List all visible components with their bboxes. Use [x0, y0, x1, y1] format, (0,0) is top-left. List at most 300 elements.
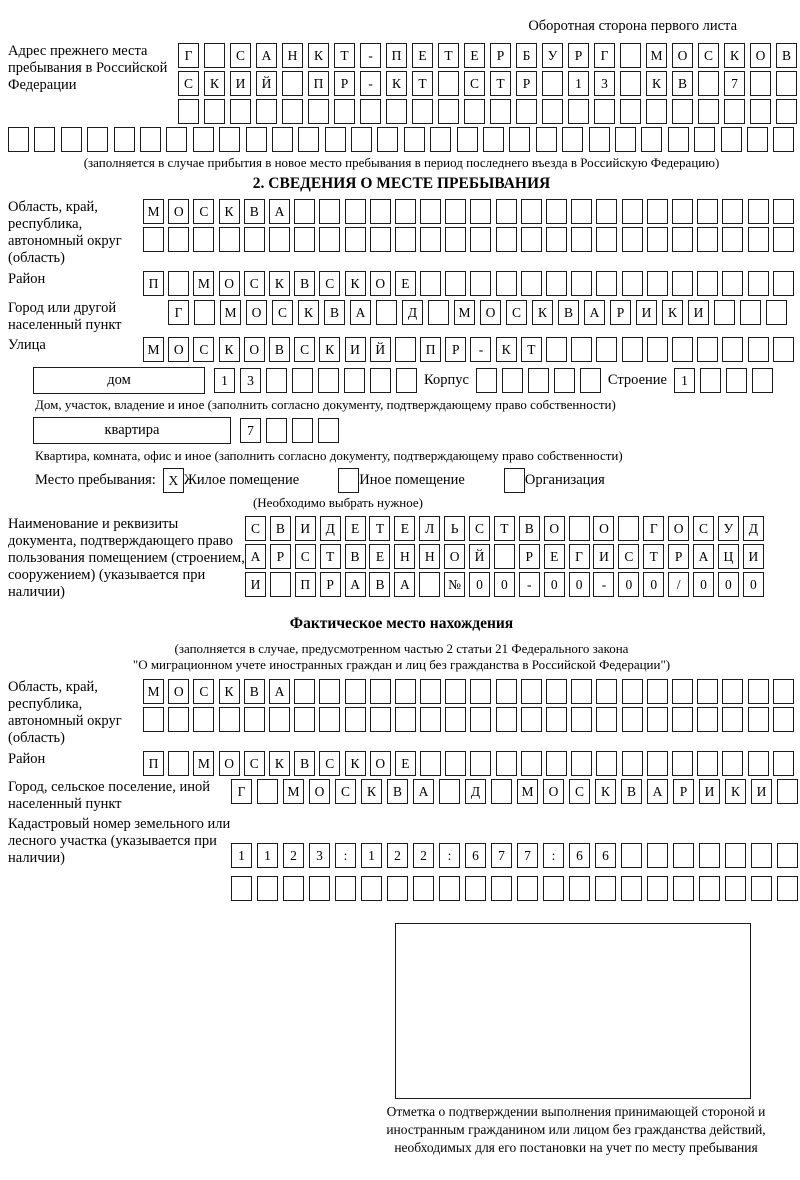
char-box[interactable]: [725, 843, 746, 868]
char-box[interactable]: [528, 368, 549, 393]
char-box[interactable]: Н: [394, 544, 415, 569]
char-box[interactable]: С: [295, 544, 316, 569]
char-box[interactable]: [230, 99, 251, 124]
char-box[interactable]: [219, 707, 240, 732]
char-box[interactable]: С: [193, 199, 214, 224]
char-box[interactable]: Н: [419, 544, 440, 569]
char-box[interactable]: Г: [643, 516, 664, 541]
char-box[interactable]: П: [420, 337, 441, 362]
char-box[interactable]: [596, 199, 617, 224]
char-box[interactable]: [345, 199, 366, 224]
char-box[interactable]: Л: [419, 516, 440, 541]
char-box[interactable]: [496, 679, 517, 704]
char-box[interactable]: [412, 99, 433, 124]
char-box[interactable]: -: [360, 43, 381, 68]
char-box[interactable]: [647, 271, 668, 296]
char-box[interactable]: [546, 227, 567, 252]
char-box[interactable]: 6: [465, 843, 486, 868]
char-box[interactable]: А: [269, 199, 290, 224]
char-box[interactable]: [542, 99, 563, 124]
char-box[interactable]: [750, 71, 771, 96]
char-box[interactable]: [193, 707, 214, 732]
char-box[interactable]: [641, 127, 662, 152]
char-box[interactable]: Г: [231, 779, 252, 804]
char-box[interactable]: [292, 368, 313, 393]
char-box[interactable]: В: [294, 751, 315, 776]
char-box[interactable]: №: [444, 572, 465, 597]
char-box[interactable]: К: [496, 337, 517, 362]
char-box[interactable]: [697, 271, 718, 296]
char-box[interactable]: С: [464, 71, 485, 96]
char-box[interactable]: [204, 99, 225, 124]
char-box[interactable]: [748, 227, 769, 252]
char-box[interactable]: [594, 99, 615, 124]
char-box[interactable]: [622, 337, 643, 362]
char-box[interactable]: Г: [178, 43, 199, 68]
char-box[interactable]: О: [219, 271, 240, 296]
char-box[interactable]: [504, 468, 525, 493]
char-box[interactable]: Т: [334, 43, 355, 68]
char-box[interactable]: С: [244, 271, 265, 296]
char-box[interactable]: [622, 271, 643, 296]
char-box[interactable]: С: [294, 337, 315, 362]
char-box[interactable]: Р: [516, 71, 537, 96]
char-box[interactable]: [751, 876, 772, 901]
char-box[interactable]: [335, 876, 356, 901]
char-box[interactable]: [673, 876, 694, 901]
char-box[interactable]: И: [688, 300, 709, 325]
char-box[interactable]: О: [544, 516, 565, 541]
char-box[interactable]: [430, 127, 451, 152]
char-box[interactable]: У: [718, 516, 739, 541]
char-box[interactable]: В: [269, 337, 290, 362]
char-box[interactable]: В: [776, 43, 797, 68]
char-box[interactable]: О: [480, 300, 501, 325]
char-box[interactable]: Б: [516, 43, 537, 68]
char-box[interactable]: [748, 337, 769, 362]
char-box[interactable]: [294, 199, 315, 224]
char-box[interactable]: [439, 876, 460, 901]
char-box[interactable]: [457, 127, 478, 152]
char-box[interactable]: П: [143, 751, 164, 776]
char-box[interactable]: [776, 99, 797, 124]
char-box[interactable]: С: [193, 337, 214, 362]
char-box[interactable]: [673, 843, 694, 868]
char-box[interactable]: Д: [402, 300, 423, 325]
char-box[interactable]: [562, 127, 583, 152]
char-box[interactable]: [445, 227, 466, 252]
char-box[interactable]: [694, 127, 715, 152]
char-box[interactable]: [722, 337, 743, 362]
char-box[interactable]: [318, 418, 339, 443]
char-box[interactable]: И: [295, 516, 316, 541]
char-box[interactable]: [61, 127, 82, 152]
char-box[interactable]: [445, 199, 466, 224]
char-box[interactable]: [722, 227, 743, 252]
char-box[interactable]: [569, 876, 590, 901]
char-box[interactable]: [272, 127, 293, 152]
char-box[interactable]: 7: [240, 418, 261, 443]
char-box[interactable]: [647, 751, 668, 776]
char-box[interactable]: [672, 751, 693, 776]
char-box[interactable]: О: [246, 300, 267, 325]
char-box[interactable]: [244, 227, 265, 252]
char-box[interactable]: [502, 368, 523, 393]
char-box[interactable]: Д: [465, 779, 486, 804]
char-box[interactable]: Т: [494, 516, 515, 541]
char-box[interactable]: [521, 199, 542, 224]
char-box[interactable]: [777, 843, 798, 868]
char-box[interactable]: [168, 707, 189, 732]
char-box[interactable]: 6: [595, 843, 616, 868]
char-box[interactable]: [140, 127, 161, 152]
char-box[interactable]: Ц: [718, 544, 739, 569]
char-box[interactable]: А: [693, 544, 714, 569]
char-box[interactable]: [370, 227, 391, 252]
char-box[interactable]: [114, 127, 135, 152]
char-box[interactable]: Р: [445, 337, 466, 362]
char-box[interactable]: Р: [568, 43, 589, 68]
char-box[interactable]: [445, 707, 466, 732]
char-box[interactable]: [325, 127, 346, 152]
char-box[interactable]: Е: [412, 43, 433, 68]
char-box[interactable]: [395, 337, 416, 362]
char-box[interactable]: [143, 227, 164, 252]
char-box[interactable]: [193, 227, 214, 252]
char-box[interactable]: Ь: [444, 516, 465, 541]
char-box[interactable]: А: [394, 572, 415, 597]
char-box[interactable]: В: [345, 544, 366, 569]
char-box[interactable]: К: [269, 751, 290, 776]
char-box[interactable]: 1: [257, 843, 278, 868]
char-box[interactable]: [34, 127, 55, 152]
char-box[interactable]: К: [219, 679, 240, 704]
char-box[interactable]: С: [698, 43, 719, 68]
char-box[interactable]: [465, 876, 486, 901]
char-box[interactable]: С: [178, 71, 199, 96]
char-box[interactable]: [668, 127, 689, 152]
char-box[interactable]: [647, 679, 668, 704]
char-box[interactable]: Г: [168, 300, 189, 325]
char-box[interactable]: Н: [282, 43, 303, 68]
char-box[interactable]: [470, 751, 491, 776]
char-box[interactable]: 1: [361, 843, 382, 868]
char-box[interactable]: С: [618, 544, 639, 569]
char-box[interactable]: К: [386, 71, 407, 96]
char-box[interactable]: :: [335, 843, 356, 868]
char-box[interactable]: О: [370, 751, 391, 776]
char-box[interactable]: [439, 779, 460, 804]
char-box[interactable]: [773, 679, 794, 704]
char-box[interactable]: 1: [568, 71, 589, 96]
char-box[interactable]: [672, 337, 693, 362]
char-box[interactable]: А: [584, 300, 605, 325]
char-box[interactable]: [395, 707, 416, 732]
char-box[interactable]: [672, 199, 693, 224]
house-type-box[interactable]: дом: [33, 367, 205, 394]
char-box[interactable]: [571, 337, 592, 362]
char-box[interactable]: М: [143, 199, 164, 224]
char-box[interactable]: О: [543, 779, 564, 804]
char-box[interactable]: [589, 127, 610, 152]
char-box[interactable]: [438, 71, 459, 96]
char-box[interactable]: [395, 199, 416, 224]
char-box[interactable]: -: [470, 337, 491, 362]
char-box[interactable]: 1: [231, 843, 252, 868]
char-box[interactable]: [194, 300, 215, 325]
char-box[interactable]: [615, 127, 636, 152]
char-box[interactable]: [395, 679, 416, 704]
char-box[interactable]: Т: [643, 544, 664, 569]
char-box[interactable]: [309, 876, 330, 901]
char-box[interactable]: Й: [256, 71, 277, 96]
char-box[interactable]: [748, 751, 769, 776]
char-box[interactable]: К: [646, 71, 667, 96]
char-box[interactable]: [376, 300, 397, 325]
char-box[interactable]: [596, 337, 617, 362]
char-box[interactable]: [571, 707, 592, 732]
char-box[interactable]: [319, 707, 340, 732]
char-box[interactable]: [672, 679, 693, 704]
apartment-type-box[interactable]: квартира: [33, 417, 231, 444]
char-box[interactable]: В: [369, 572, 390, 597]
char-box[interactable]: П: [308, 71, 329, 96]
char-box[interactable]: А: [345, 572, 366, 597]
char-box[interactable]: [334, 99, 355, 124]
char-box[interactable]: [496, 751, 517, 776]
char-box[interactable]: [699, 843, 720, 868]
char-box[interactable]: [266, 418, 287, 443]
char-box[interactable]: П: [386, 43, 407, 68]
char-box[interactable]: Р: [270, 544, 291, 569]
char-box[interactable]: А: [413, 779, 434, 804]
char-box[interactable]: [413, 876, 434, 901]
char-box[interactable]: Г: [569, 544, 590, 569]
char-box[interactable]: [700, 368, 721, 393]
char-box[interactable]: [491, 876, 512, 901]
char-box[interactable]: С: [469, 516, 490, 541]
char-box[interactable]: [370, 679, 391, 704]
char-box[interactable]: Е: [394, 516, 415, 541]
char-box[interactable]: А: [350, 300, 371, 325]
char-box[interactable]: [269, 227, 290, 252]
char-box[interactable]: В: [672, 71, 693, 96]
char-box[interactable]: 0: [743, 572, 764, 597]
char-box[interactable]: 2: [413, 843, 434, 868]
char-box[interactable]: К: [725, 779, 746, 804]
char-box[interactable]: [319, 227, 340, 252]
char-box[interactable]: [428, 300, 449, 325]
char-box[interactable]: [722, 679, 743, 704]
char-box[interactable]: 6: [569, 843, 590, 868]
char-box[interactable]: [740, 300, 761, 325]
char-box[interactable]: [168, 271, 189, 296]
char-box[interactable]: [777, 876, 798, 901]
char-box[interactable]: 7: [724, 71, 745, 96]
char-box[interactable]: [370, 199, 391, 224]
char-box[interactable]: 0: [643, 572, 664, 597]
char-box[interactable]: П: [143, 271, 164, 296]
char-box[interactable]: [568, 99, 589, 124]
char-box[interactable]: [338, 468, 359, 493]
char-box[interactable]: Й: [370, 337, 391, 362]
char-box[interactable]: [282, 71, 303, 96]
char-box[interactable]: [257, 876, 278, 901]
char-box[interactable]: [370, 368, 391, 393]
char-box[interactable]: [445, 271, 466, 296]
char-box[interactable]: Е: [395, 271, 416, 296]
char-box[interactable]: [361, 876, 382, 901]
char-box[interactable]: 2: [387, 843, 408, 868]
char-box[interactable]: С: [245, 516, 266, 541]
char-box[interactable]: [621, 843, 642, 868]
char-box[interactable]: [521, 227, 542, 252]
char-box[interactable]: О: [750, 43, 771, 68]
char-box[interactable]: [345, 707, 366, 732]
char-box[interactable]: [269, 707, 290, 732]
char-box[interactable]: Т: [412, 71, 433, 96]
char-box[interactable]: 1: [214, 368, 235, 393]
char-box[interactable]: [543, 876, 564, 901]
char-box[interactable]: О: [168, 199, 189, 224]
char-box[interactable]: [773, 127, 794, 152]
char-box[interactable]: [344, 368, 365, 393]
char-box[interactable]: И: [751, 779, 772, 804]
char-box[interactable]: [773, 271, 794, 296]
char-box[interactable]: [470, 707, 491, 732]
char-box[interactable]: [596, 679, 617, 704]
char-box[interactable]: -: [519, 572, 540, 597]
char-box[interactable]: О: [168, 337, 189, 362]
char-box[interactable]: [773, 337, 794, 362]
char-box[interactable]: Г: [594, 43, 615, 68]
char-box[interactable]: С: [193, 679, 214, 704]
char-box[interactable]: [726, 368, 747, 393]
char-box[interactable]: [776, 71, 797, 96]
char-box[interactable]: Д: [320, 516, 341, 541]
char-box[interactable]: [496, 271, 517, 296]
char-box[interactable]: [571, 199, 592, 224]
char-box[interactable]: [308, 99, 329, 124]
char-box[interactable]: [396, 368, 417, 393]
char-box[interactable]: 0: [544, 572, 565, 597]
char-box[interactable]: [470, 271, 491, 296]
char-box[interactable]: [294, 679, 315, 704]
char-box[interactable]: В: [558, 300, 579, 325]
char-box[interactable]: [697, 679, 718, 704]
char-box[interactable]: Т: [438, 43, 459, 68]
char-box[interactable]: О: [244, 337, 265, 362]
char-box[interactable]: 3: [594, 71, 615, 96]
char-box[interactable]: К: [345, 751, 366, 776]
char-box[interactable]: [166, 127, 187, 152]
char-box[interactable]: К: [319, 337, 340, 362]
char-box[interactable]: X: [163, 468, 184, 493]
char-box[interactable]: [292, 418, 313, 443]
char-box[interactable]: [521, 707, 542, 732]
char-box[interactable]: [752, 368, 773, 393]
char-box[interactable]: Д: [743, 516, 764, 541]
char-box[interactable]: Р: [490, 43, 511, 68]
char-box[interactable]: Т: [521, 337, 542, 362]
char-box[interactable]: [571, 227, 592, 252]
char-box[interactable]: О: [668, 516, 689, 541]
char-box[interactable]: [256, 99, 277, 124]
char-box[interactable]: [748, 271, 769, 296]
char-box[interactable]: [345, 679, 366, 704]
char-box[interactable]: 0: [718, 572, 739, 597]
char-box[interactable]: [773, 227, 794, 252]
char-box[interactable]: [420, 751, 441, 776]
char-box[interactable]: И: [699, 779, 720, 804]
char-box[interactable]: [168, 751, 189, 776]
char-box[interactable]: М: [220, 300, 241, 325]
char-box[interactable]: Р: [519, 544, 540, 569]
char-box[interactable]: [244, 707, 265, 732]
char-box[interactable]: [257, 779, 278, 804]
char-box[interactable]: М: [143, 337, 164, 362]
char-box[interactable]: [622, 707, 643, 732]
char-box[interactable]: [491, 779, 512, 804]
char-box[interactable]: [387, 876, 408, 901]
char-box[interactable]: А: [245, 544, 266, 569]
char-box[interactable]: 3: [309, 843, 330, 868]
char-box[interactable]: В: [294, 271, 315, 296]
char-box[interactable]: И: [593, 544, 614, 569]
char-box[interactable]: [697, 707, 718, 732]
char-box[interactable]: П: [295, 572, 316, 597]
char-box[interactable]: [698, 71, 719, 96]
char-box[interactable]: [496, 227, 517, 252]
char-box[interactable]: С: [319, 751, 340, 776]
char-box[interactable]: [546, 337, 567, 362]
char-box[interactable]: [420, 271, 441, 296]
char-box[interactable]: [319, 199, 340, 224]
char-box[interactable]: [697, 751, 718, 776]
char-box[interactable]: [420, 199, 441, 224]
char-box[interactable]: [351, 127, 372, 152]
char-box[interactable]: [360, 99, 381, 124]
char-box[interactable]: [773, 707, 794, 732]
char-box[interactable]: В: [244, 199, 265, 224]
char-box[interactable]: И: [743, 544, 764, 569]
char-box[interactable]: [178, 99, 199, 124]
char-box[interactable]: Й: [469, 544, 490, 569]
char-box[interactable]: Р: [334, 71, 355, 96]
char-box[interactable]: [546, 679, 567, 704]
char-box[interactable]: [596, 707, 617, 732]
char-box[interactable]: [773, 199, 794, 224]
char-box[interactable]: [283, 876, 304, 901]
char-box[interactable]: Р: [610, 300, 631, 325]
char-box[interactable]: [546, 271, 567, 296]
char-box[interactable]: [521, 679, 542, 704]
char-box[interactable]: [748, 707, 769, 732]
char-box[interactable]: К: [269, 271, 290, 296]
char-box[interactable]: В: [324, 300, 345, 325]
char-box[interactable]: О: [444, 544, 465, 569]
char-box[interactable]: В: [519, 516, 540, 541]
char-box[interactable]: [672, 271, 693, 296]
char-box[interactable]: [420, 707, 441, 732]
char-box[interactable]: О: [672, 43, 693, 68]
char-box[interactable]: :: [543, 843, 564, 868]
char-box[interactable]: Е: [345, 516, 366, 541]
char-box[interactable]: [569, 516, 590, 541]
char-box[interactable]: 0: [569, 572, 590, 597]
char-box[interactable]: [596, 751, 617, 776]
char-box[interactable]: [496, 707, 517, 732]
